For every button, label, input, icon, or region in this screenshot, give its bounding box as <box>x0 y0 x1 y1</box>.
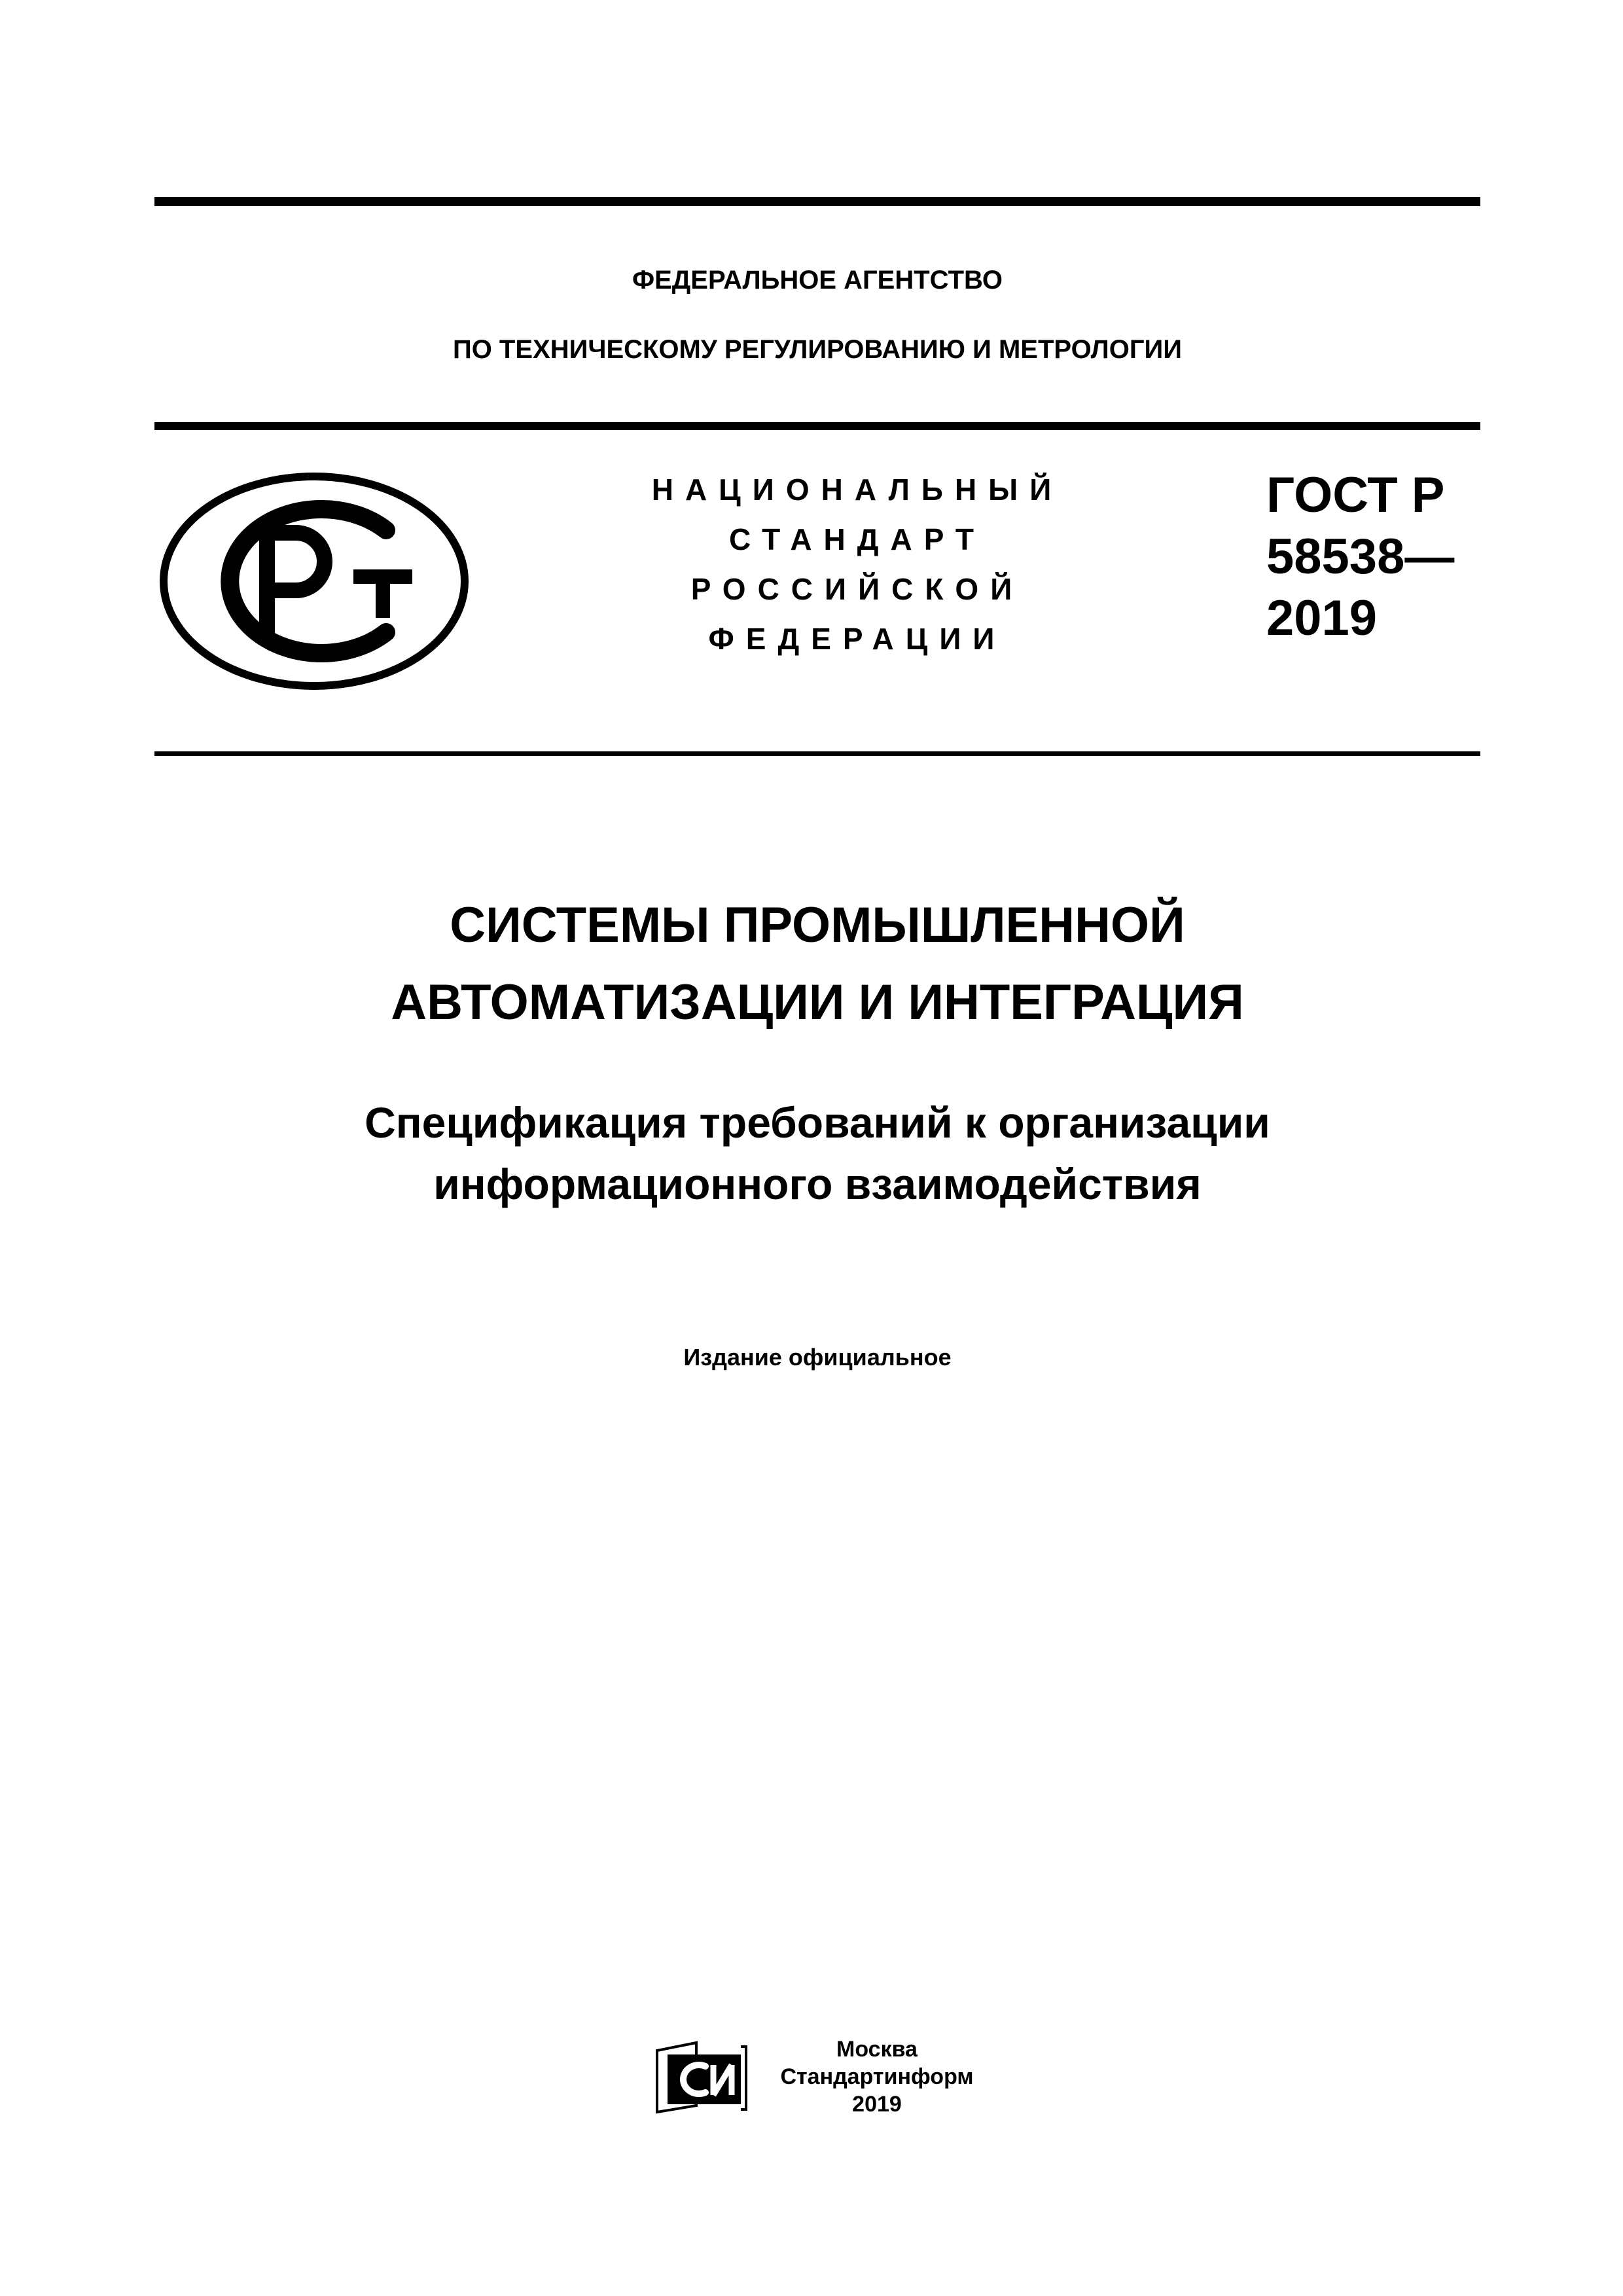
imprint-publisher: Стандартинформ <box>780 2064 974 2089</box>
designation-line-1: ГОСТ Р <box>1266 467 1445 523</box>
document-subtitle <box>154 1092 1480 1215</box>
document-title <box>154 887 1480 1041</box>
imprint-block <box>746 2036 1008 2118</box>
national-standard-block <box>628 465 1086 664</box>
imprint-year: 2019 <box>852 2092 902 2117</box>
top-rule <box>154 197 1480 206</box>
national-standard-line: РОССИЙСКОЙ <box>690 572 1024 606</box>
edition-label: Издание официальное <box>683 1344 952 1371</box>
subtitle-line-1: Спецификация требований к организации <box>365 1098 1270 1147</box>
gost-emblem-icon <box>157 470 471 692</box>
title-line-1: СИСТЕМЫ ПРОМЫШЛЕННОЙ <box>450 897 1185 953</box>
subtitle-line-2: информационного взаимодействия <box>433 1160 1202 1208</box>
bottom-rule <box>154 751 1480 756</box>
imprint-city: Москва <box>836 2037 918 2062</box>
middle-rule <box>154 422 1480 430</box>
national-standard-line: ФЕДЕРАЦИИ <box>708 622 1007 656</box>
agency-line-2: ПО ТЕХНИЧЕСКОМУ РЕГУЛИРОВАНИЮ И МЕТРОЛОГИИ <box>452 335 1183 364</box>
designation-line-2: 58538— <box>1266 529 1455 584</box>
designation-line-3: 2019 <box>1266 590 1378 646</box>
title-line-2: АВТОМАТИЗАЦИИ И ИНТЕГРАЦИЯ <box>391 975 1244 1030</box>
national-standard-line: НАЦИОНАЛЬНЫЙ <box>651 473 1063 507</box>
publisher-emblem-icon <box>654 2037 749 2115</box>
national-standard-line: СТАНДАРТ <box>729 522 986 556</box>
standard-designation <box>1266 465 1476 649</box>
agency-line-1: ФЕДЕРАЛЬНОЕ АГЕНТСТВО <box>632 266 1003 295</box>
